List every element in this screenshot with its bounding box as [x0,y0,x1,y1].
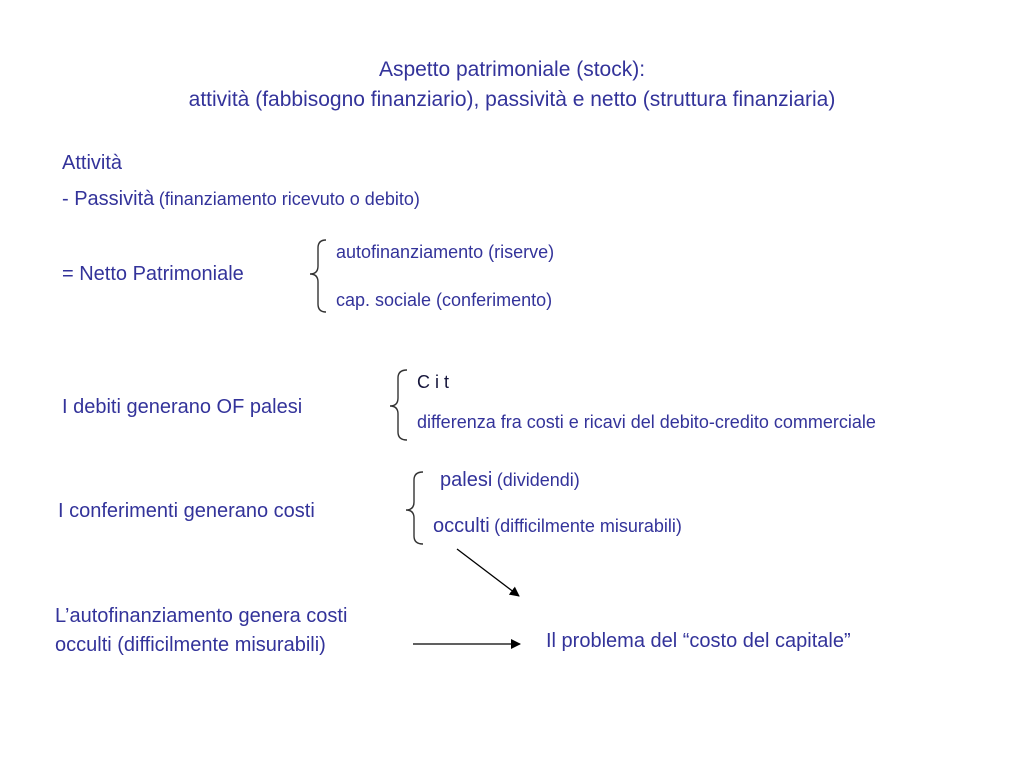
netto-item-autofinanziamento: autofinanziamento (riserve) [336,242,555,262]
netto-item-capitale-sociale: cap. sociale (conferimento) [336,290,553,310]
passivita-line [62,189,420,209]
debiti-brace [390,370,407,440]
occulti-line [433,516,682,536]
occulti-label: occulti [433,515,490,537]
diagonal-arrow [457,549,519,596]
conferimenti-label: I conferimenti generano costi [58,500,315,522]
netto-brace [310,240,326,312]
conferimenti-brace [406,472,423,544]
passivita-note: (finanziamento ricevuto o debito) [158,189,420,209]
palesi-label: palesi [440,469,493,491]
palesi-note: (dividendi) [496,470,580,490]
debiti-item-cit: C i t [417,372,450,392]
debiti-item-differenza: differenza fra costi e ricavi del debito-credito commerciale [417,412,876,432]
passivita-label: - Passività [62,188,155,210]
occulti-note: (difficilmente misurabili) [494,516,682,536]
attivita-label: Attività [62,152,123,174]
netto-patrimoniale-label: = Netto Patrimoniale [62,263,244,285]
slide-title-line2: attività (fabbisogno finanziario), passività e netto (struttura finanziaria) [188,88,836,111]
palesi-line [440,470,580,490]
slide-title-line1: Aspetto patrimoniale (stock): [378,58,646,81]
debiti-label: I debiti generano OF palesi [62,396,303,418]
costo-capitale-label: Il problema del “costo del capitale” [546,630,851,652]
autofinanziamento-line2: occulti (difficilmente misurabili) [55,634,326,656]
autofinanziamento-line1: L’autofinanziamento genera costi [55,605,348,627]
